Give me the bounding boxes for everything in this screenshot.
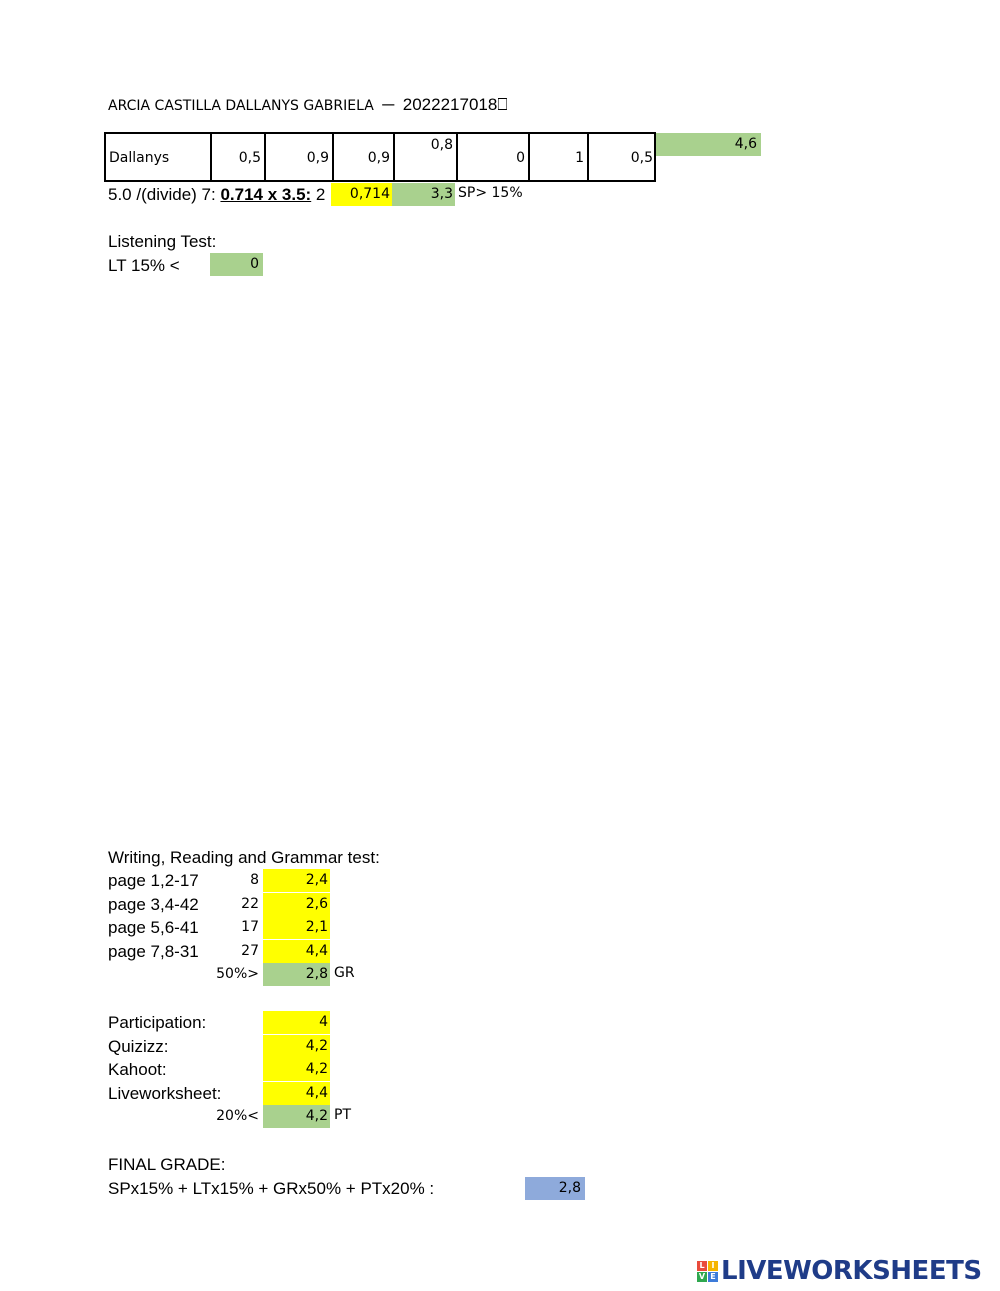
trailing-glyph: ⎕ bbox=[497, 95, 508, 114]
writing-row-label: page 7,8-31 bbox=[108, 942, 199, 961]
participation-row-label: Liveworksheet: bbox=[108, 1084, 222, 1103]
participation-row-label: Participation: bbox=[108, 1013, 207, 1032]
formula-prefix: 5.0 /(divide) 7: bbox=[108, 185, 221, 204]
formula-bold: 0.714 x 3.5: bbox=[220, 185, 312, 204]
speaking-factor: 0,714 bbox=[331, 183, 392, 206]
participation-row-score: 4,4 bbox=[263, 1082, 330, 1105]
score-value: 0,9 bbox=[367, 150, 390, 166]
logo-letter: L bbox=[697, 1261, 707, 1271]
logo-letter: I bbox=[708, 1261, 718, 1271]
participation-row-label: Quizizz: bbox=[108, 1037, 169, 1056]
listening-label: LT 15% < bbox=[108, 256, 180, 275]
score-value: 0,5 bbox=[238, 150, 261, 166]
writing-tag: GR bbox=[334, 965, 355, 981]
formula-cut: 2 bbox=[311, 185, 326, 204]
speaking-score-table bbox=[104, 132, 656, 182]
writing-row-score: 4,4 bbox=[263, 940, 330, 963]
logo-text: LIVEWORKSHEETS bbox=[721, 1256, 982, 1286]
table-cell bbox=[334, 134, 395, 180]
score-value: 0,5 bbox=[630, 150, 653, 166]
writing-row-score: 2,6 bbox=[263, 893, 330, 916]
writing-row-raw: 22 bbox=[241, 896, 259, 912]
speaking-total: 4,6 bbox=[656, 133, 761, 156]
table-cell bbox=[589, 134, 656, 180]
listening-title: Listening Test: bbox=[108, 232, 217, 251]
writing-weight: 50%> bbox=[216, 966, 259, 982]
participation-row-score: 4 bbox=[263, 1011, 330, 1034]
participation-row-label: Kahoot: bbox=[108, 1060, 167, 1079]
table-cell bbox=[266, 134, 334, 180]
writing-row-label: page 3,4-42 bbox=[108, 895, 199, 914]
final-grade-title: FINAL GRADE: bbox=[108, 1155, 226, 1174]
header-separator: ─ bbox=[382, 95, 395, 114]
participation-tag: PT bbox=[334, 1107, 351, 1123]
participation-row-score: 4,2 bbox=[263, 1035, 330, 1058]
writing-row-score: 2,1 bbox=[263, 916, 330, 939]
final-grade-value: 2,8 bbox=[525, 1177, 585, 1200]
speaking-weight-label: SP> 15% bbox=[458, 185, 523, 201]
document-header bbox=[108, 95, 508, 115]
listening-value: 0 bbox=[210, 253, 263, 276]
writing-row-raw: 27 bbox=[241, 943, 259, 959]
score-value: 0 bbox=[516, 150, 525, 166]
score-value: 1 bbox=[575, 150, 584, 166]
student-full-name: ARCIA CASTILLA DALLANYS GABRIELA bbox=[108, 98, 374, 114]
score-value: 0,9 bbox=[306, 150, 329, 166]
table-cell-student bbox=[106, 134, 212, 180]
table-cell bbox=[530, 134, 589, 180]
participation-row-score: 4,2 bbox=[263, 1058, 330, 1081]
score-value: 0,8 bbox=[430, 137, 453, 153]
liveworksheets-logo bbox=[697, 1256, 982, 1286]
speaking-formula bbox=[108, 185, 325, 205]
logo-blocks-icon bbox=[697, 1261, 718, 1282]
table-cell bbox=[212, 134, 266, 180]
student-id-number: 2022217018 bbox=[402, 95, 498, 114]
writing-average: 2,8 bbox=[263, 963, 330, 986]
final-grade-formula: SPx15% + LTx15% + GRx50% + PTx20% : bbox=[108, 1179, 435, 1198]
writing-row-label: page 1,2-17 bbox=[108, 871, 199, 890]
logo-letter: V bbox=[698, 1271, 706, 1281]
writing-row-raw: 8 bbox=[250, 872, 259, 888]
speaking-result: 3,3 bbox=[392, 183, 455, 206]
participation-weight: 20%< bbox=[216, 1108, 259, 1124]
student-name: Dallanys bbox=[109, 150, 170, 166]
writing-title: Writing, Reading and Grammar test: bbox=[108, 848, 380, 867]
writing-row-score: 2,4 bbox=[263, 869, 330, 892]
table-cell bbox=[395, 134, 458, 180]
writing-row-raw: 17 bbox=[241, 919, 259, 935]
participation-average: 4,2 bbox=[263, 1105, 330, 1128]
logo-letter: E bbox=[708, 1272, 718, 1282]
writing-row-label: page 5,6-41 bbox=[108, 918, 199, 937]
table-cell bbox=[458, 134, 530, 180]
